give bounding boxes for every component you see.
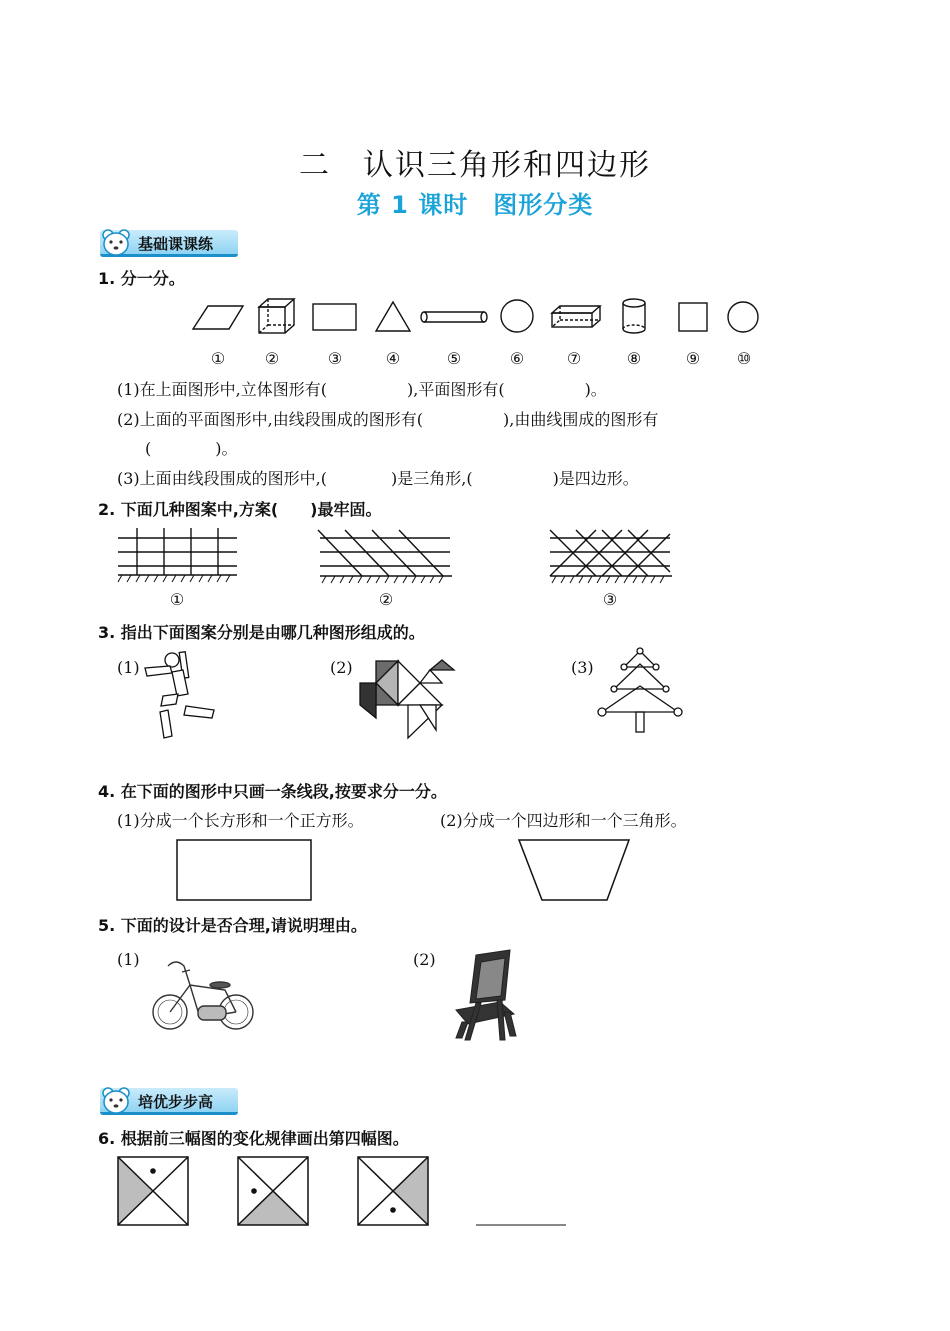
q3-prompt: 3. 指出下面图案分别是由哪几种图形组成的。	[98, 623, 425, 642]
shape-number-5: ⑤	[446, 349, 462, 368]
pattern-box-2	[238, 1157, 308, 1225]
q5-label-1: (1)	[117, 950, 140, 969]
pattern-box-3	[358, 1157, 428, 1225]
q3-label-1: (1)	[117, 658, 140, 677]
pattern-box-1	[118, 1157, 188, 1225]
section-label-advanced: 培优步步高	[138, 1093, 214, 1111]
q1-prompt: 1. 分一分。	[98, 269, 185, 288]
q2-prompt: 2. 下面几种图案中,方案( )最牢固。	[98, 500, 382, 519]
chapter-title: 二 认识三角形和四边形	[299, 148, 651, 183]
shape-number-1: ①	[210, 349, 226, 368]
q6-prompt: 6. 根据前三幅图的变化规律画出第四幅图。	[98, 1129, 409, 1148]
q1-part2a: (2)上面的平面图形中,由线段围成的图形有( ),由曲线围成的图形有	[117, 410, 659, 429]
q3-label-2: (2)	[330, 658, 353, 677]
q2-option-2: ②	[378, 590, 394, 609]
shape-number-8: ⑧	[626, 349, 642, 368]
shape-number-4: ④	[385, 349, 401, 368]
q3-label-3: (3)	[571, 658, 594, 677]
shape-number-7: ⑦	[566, 349, 582, 368]
q2-option-1: ①	[169, 590, 185, 609]
q1-part1: (1)在上面图形中,立体图形有( ),平面图形有( )。	[117, 380, 607, 399]
q1-part3: (3)上面由线段围成的图形中,( )是三角形,( )是四边形。	[117, 469, 639, 488]
shape-number-3: ③	[327, 349, 343, 368]
shape-number-6: ⑥	[509, 349, 525, 368]
shape-number-10: ⑩	[736, 349, 752, 368]
section-label-basic: 基础课课练	[138, 235, 214, 253]
q4-prompt: 4. 在下面的图形中只画一条线段,按要求分一分。	[98, 782, 447, 801]
q4-part2: (2)分成一个四边形和一个三角形。	[440, 811, 687, 830]
q5-label-2: (2)	[413, 950, 436, 969]
q5-prompt: 5. 下面的设计是否合理,请说明理由。	[98, 916, 367, 935]
lesson-title: 第 1 课时 图形分类	[356, 191, 594, 219]
q1-part2b: ( )。	[145, 439, 238, 458]
shape-number-9: ⑨	[685, 349, 701, 368]
q2-option-3: ③	[602, 590, 618, 609]
q4-part1: (1)分成一个长方形和一个正方形。	[117, 811, 364, 830]
shape-number-2: ②	[264, 349, 280, 368]
